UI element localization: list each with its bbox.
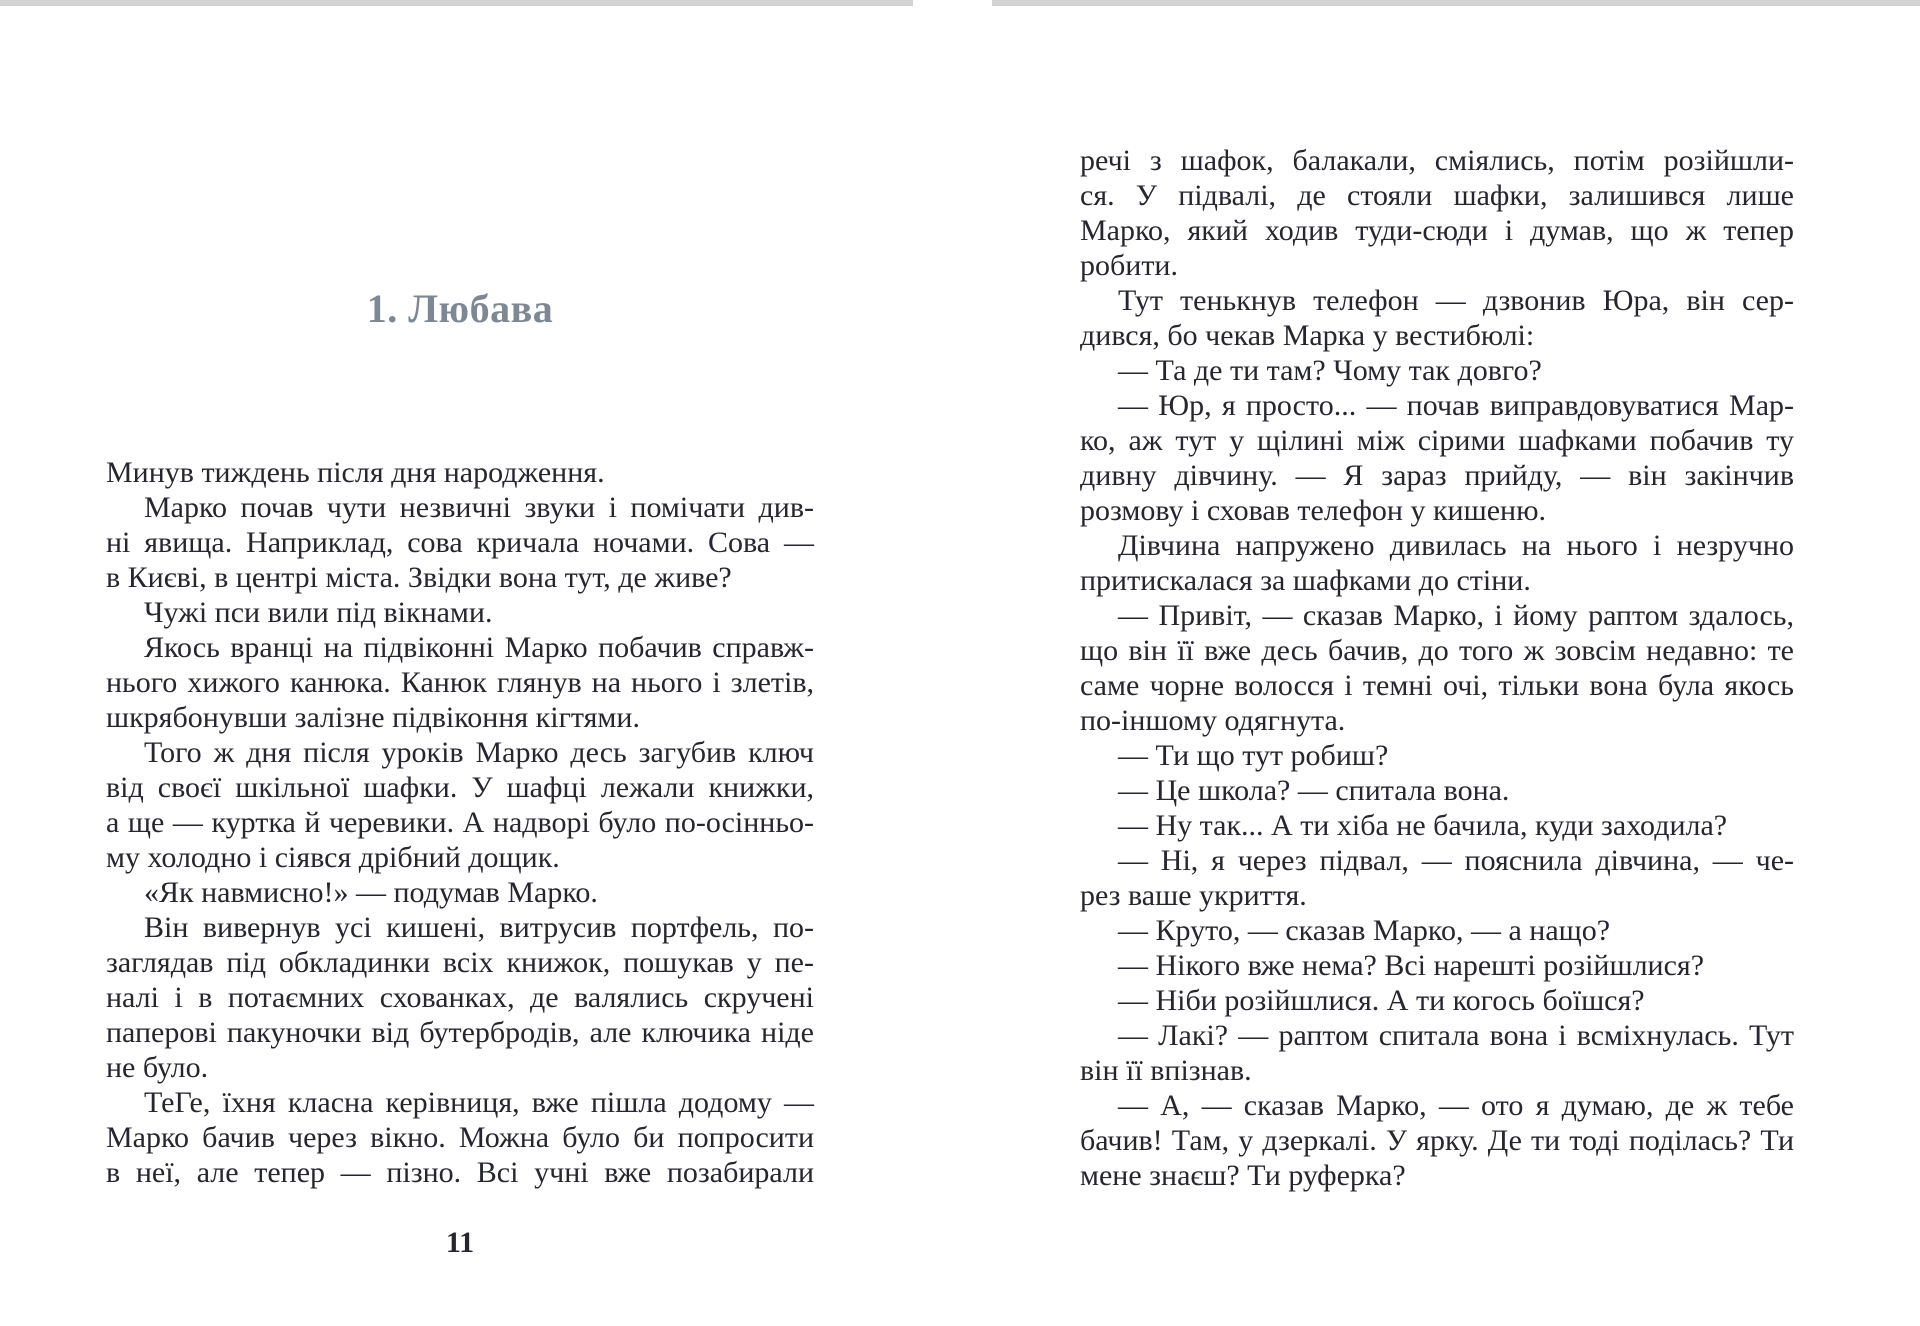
text-line: Минув тиждень після дня народження. [106,456,605,489]
text-line: — Привіт, — сказав Марко, і йому раптом здалось, [1118,599,1794,632]
text-line: налі і в потаємних схованках, де валялись скручені [106,981,814,1014]
text-line: в неї, але тепер — пізно. Всі учні вже позабирали [106,1156,814,1189]
text-line: Марко, який ходив туди-сюди і думав, що ж тепер [1080,214,1794,247]
text-line: Дівчина напружено дивилась на нього і незручно [1118,529,1794,562]
text-line: ся. У підвалі, де стояли шафки, залишився лише [1080,179,1794,212]
text-line: Він вивернув усі кишені, витрусив портфель, по- [144,911,814,944]
text-line: — Круто, — сказав Марко, — а нащо? [1118,914,1611,947]
text-line: притискалася за шафками до стіни. [1080,564,1531,597]
text-line: му холодно і сіявся дрібний дощик. [106,841,560,874]
text-line: дивну дівчину. — Я зараз прийду, — він закінчив [1080,459,1794,492]
text-line: «Як навмисно!» — подумав Марко. [144,876,598,909]
text-line: — Ніби розійшлися. А ти когось боїшся? [1118,984,1645,1017]
text-line: бачив! Там, у дзеркалі. У ярку. Де ти тоді поділась? Ти [1080,1124,1794,1157]
text-line: робити. [1080,249,1178,282]
text-line: нього хижого канюка. Канюк глянув на нього і злетів, [106,666,814,699]
text-line: Чужі пси вили під вікнами. [144,596,493,629]
text-line: — Ти що тут робиш? [1118,739,1389,772]
text-line: — А, — сказав Марко, — ото я думаю, де ж тебе [1118,1089,1794,1122]
text-line: ко, аж тут у щілині між сірими шафками побачив ту [1080,424,1794,457]
text-line: Якось вранці на підвіконні Марко побачив справж- [144,631,814,664]
text-line: дився, бо чекав Марка у вестибюлі: [1080,319,1535,352]
text-line: Того ж дня після уроків Марко десь загубив ключ [144,736,814,769]
text-line: а ще — куртка й черевики. А надворі було по-осінньо- [106,806,814,839]
text-line: він її впізнав. [1080,1054,1252,1087]
chapter-title: 1. Любава [366,286,554,331]
text-line: — Лакі? — раптом спитала вона і всміхнулась. Тут [1118,1019,1794,1052]
text-line: що він її вже десь бачив, до того ж зовсім недавно: те [1080,634,1794,667]
text-line: в Києві, в центрі міста. Звідки вона тут, де живе? [106,561,732,594]
text-line: Марко почав чути незвичні звуки і помічати див- [144,491,814,524]
text-line: речі з шафок, балакали, сміялись, потім розійшли- [1080,144,1794,177]
text-line: від своєї шкільної шафки. У шафці лежали книжки, [106,771,814,804]
text-line: саме чорне волосся і темні очі, тільки вона була якось [1080,669,1794,702]
text-line: ні явища. Наприклад, сова кричала ночами. Сова — [106,526,814,559]
page-left-text-block [106,455,814,1190]
text-line: — Це школа? — спитала вона. [1118,774,1510,807]
page-right-text-block [1080,143,1794,1193]
text-line: Марко бачив через вікно. Можна було би попросити [106,1121,814,1154]
text-line: — Ні, я через підвал, — пояснила дівчина, — че- [1118,844,1794,877]
text-line: рез ваше укриття. [1080,879,1307,912]
text-line: — Та де ти там? Чому так довго? [1118,354,1542,387]
page-left-top-edge [0,0,913,6]
text-line: — Юр, я просто... — почав виправдовуватися Мар- [1118,389,1794,422]
text-line: ТеГе, їхня класна керівниця, вже пішла додому — [144,1086,814,1119]
page-right-top-edge [992,0,1920,6]
text-line: мене знаєш? Ти руферка? [1080,1159,1406,1192]
text-line: Тут тенькнув телефон — дзвонив Юра, він сер- [1118,284,1794,317]
text-line: розмову і сховав телефон у кишеню. [1080,494,1546,527]
text-line: — Нікого вже нема? Всі нарешті розійшлися? [1118,949,1705,982]
text-line: — Ну так... А ти хіба не бачила, куди заходила? [1118,809,1728,842]
page-number: 11 [445,1226,475,1259]
text-line: не було. [106,1051,209,1084]
text-line: по-іншому одягнута. [1080,704,1346,737]
text-line: шкрябонувши залізне підвіконня кігтями. [106,701,640,734]
text-line: заглядав під обкладинки всіх книжок, пошукав у пе- [106,946,814,979]
text-line: паперові пакуночки від бутербродів, але ключика ніде [106,1016,814,1049]
